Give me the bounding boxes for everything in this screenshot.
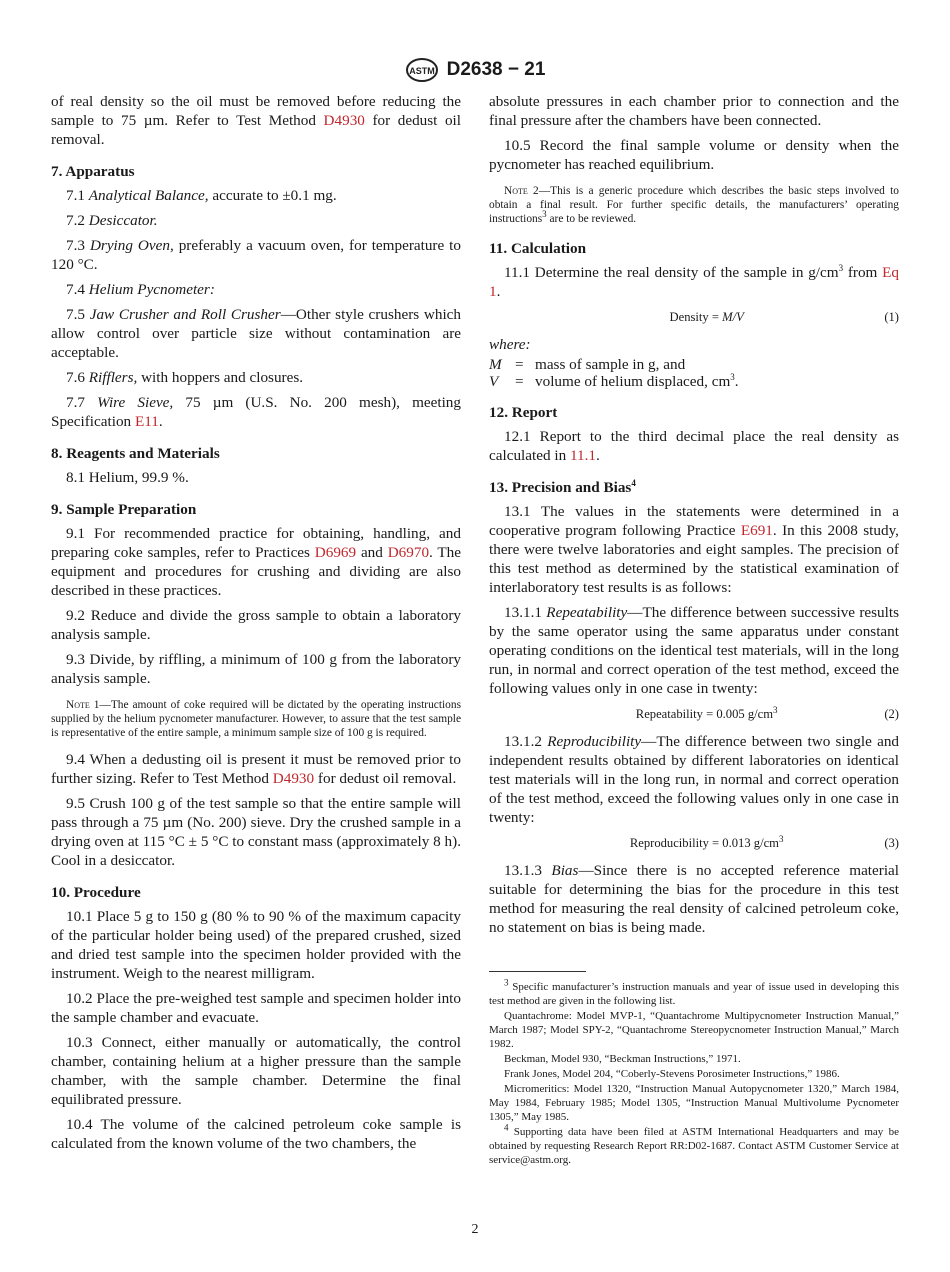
section-heading: 13. Precision and Bias$^4$	[489, 477, 636, 496]
paragraph: 9.5 Crush 100 g of the test sample so that the entire sample will pass through a 75 µm (No. 200) sieve. Dry the crushed sample in a drying oven at 115 °C ± 5 °C to constant mass (approximately 8 h). Cool in a desiccator.	[51, 795, 461, 869]
paragraph: 10.3 Connect, either manually or automatically, the control chamber, containing helium at a higher pressure than the sample chamber, with the sample chamber. Determine the final equilibrated pressure.	[51, 1034, 461, 1108]
paragraph: 7.1 Analytical Balance, accurate to ±0.1 mg.	[66, 187, 337, 204]
paragraph: 7.3 Drying Oven, preferably a vacuum oven, for temperature to 120 °C.	[51, 237, 461, 273]
section-heading: 12. Report	[489, 404, 558, 421]
page-header	[0, 56, 950, 84]
note-1: Note 1—The amount of coke required will be dictated by the operating instructions supplied by the helium pycnometer manufacturer. However, to assure that the test sample is representative of the entire sample, a minimum sample size of 100 g is required.	[51, 699, 461, 739]
link-eq1[interactable]: Eq 1	[489, 264, 900, 300]
equation-number: (2)	[884, 706, 899, 721]
paragraph: 7.2 Desiccator.	[66, 212, 158, 229]
paragraph: 10.2 Place the pre-weighed test sample and specimen holder into the sample chamber and evacuate.	[51, 990, 461, 1026]
paragraph: 10.1 Place 5 g to 150 g (80 % to 90 % of the maximum capacity of the particular holder being used) of the prepared crushed, sized and dried test sample into the specimen holder provided with the instrument. Weigh to the nearest milligram.	[51, 908, 461, 982]
right-column	[489, 92, 899, 1168]
link-d6970[interactable]: D6970	[387, 544, 430, 561]
paragraph: 13.1.1 Repeatability—The difference between successive results by the same operator using the same apparatus under constant operating conditions on the identical test materials, will in the long run, in normal and correct operation of the test method, exceed the following values only in one case in twenty:	[489, 604, 900, 697]
paragraph: 12.1 Report to the third decimal place the real density as calculated in 11.1.	[489, 428, 899, 464]
paragraph: 10.5 Record the final sample volume or density when the pycnometer has reached equilibrium.	[489, 137, 899, 173]
link-e11[interactable]: E11	[134, 413, 159, 430]
equation-number: (1)	[884, 309, 899, 324]
paragraph: 7.5 Jaw Crusher and Roll Crusher—Other style crushers which allow control over particle size without contamination are acceptable.	[51, 306, 461, 361]
paragraph: of real density so the oil must be removed before reducing the sample to 75 µm. Refer to Test Method D4930 for dedust oil removal.	[51, 93, 461, 148]
equation-number: (3)	[884, 835, 899, 850]
footnote-3: $^3$ Specific manufacturer’s instruction manuals and year of issue used in developing this test method are given in the following list.	[489, 977, 899, 1007]
astm-logo-icon	[405, 57, 439, 83]
equation-3: Reproducibility = 0.013 $g/cm^3$ (3)	[489, 833, 899, 853]
footnote-4: $^4$ Supporting data have been filed at ASTM International Headquarters and may be obtained by requesting Research Report RR:D02-1687. Contact ASTM Customer Service at service@astm.org.	[489, 1122, 899, 1166]
section-heading: 11. Calculation	[489, 240, 587, 257]
footnote-divider	[489, 971, 586, 972]
footnote-line: Frank Jones, Model 204, “Coberly-Stevens Porosimeter Instructions,” 1986.	[504, 1068, 840, 1080]
document-id: D2638 − 21	[446, 59, 546, 80]
equation-2: Repeatability = 0.005 $g/cm^3$ (2)	[489, 704, 899, 724]
link-e691[interactable]: E691	[740, 522, 773, 539]
paragraph: 13.1.3 Bias—Since there is no accepted reference material suitable for determining the bias for the procedure in this test method for measuring the real density of calcined petroleum coke, no statement on bias is being made.	[489, 862, 900, 936]
paragraph: 13.1.2 Reproducibility—The difference between two single and independent results obtained by different laboratories on identical test materials will in the long run, in normal and correct operation of the test method, exceed the following values only in one case in twenty:	[489, 733, 900, 826]
paragraph: 7.6 Rifflers, with hoppers and closures.	[66, 369, 304, 386]
definition-v: V = volume of helium displaced, $cm^3$.	[489, 371, 739, 390]
paragraph: absolute pressures in each chamber prior to connection and the final pressure after the chambers have been connected.	[489, 93, 899, 129]
paragraph: 11.1 Determine the real density of the sample in $g/cm^3$ from Eq 1.	[489, 262, 900, 300]
link-d6969[interactable]: D6969	[314, 544, 357, 561]
section-heading: 8. Reagents and Materials	[51, 445, 220, 462]
section-heading: 10. Procedure	[51, 884, 141, 901]
where-label: where:	[489, 336, 531, 353]
footnote-line: Quantachrome: Model MVP-1, “Quantachrome Multipycnometer Instruction Manual,” March 1987; Model SPY-2, “Quantachrome Stereopycnometer Instruction Manual,” March 1982.	[489, 1010, 899, 1050]
link-d4930[interactable]: D4930	[272, 770, 315, 787]
paragraph: 8.1 Helium, 99.9 %.	[66, 469, 189, 486]
left-column	[51, 92, 461, 1159]
paragraph: 9.4 When a dedusting oil is present it must be removed prior to further sizing. Refer to Test Method D4930 for dedust oil removal.	[51, 751, 461, 787]
footnote-line: Beckman, Model 930, “Beckman Instructions,” 1971.	[504, 1053, 741, 1065]
footnote-line: Micromeritics: Model 1320, “Instruction Manual Autopycnometer 1320,” March 1984, May 1984, February 1985; Model 1305, “Instruction Manual Multivolume Pycnometer 1305,” May 1985.	[489, 1083, 899, 1123]
paragraph: 7.7 Wire Sieve, 75 µm (U.S. No. 200 mesh), meeting Specification E11.	[51, 394, 461, 430]
paragraph: 7.4 Helium Pycnometer:	[66, 281, 215, 298]
section-heading: 7. Apparatus	[51, 163, 135, 180]
paragraph: 9.1 For recommended practice for obtaining, handling, and preparing coke samples, refer to Practices D6969 and D6970. The equipment and procedures for crushing and dividing are also described in these practices.	[51, 525, 461, 599]
paragraph: 9.2 Reduce and divide the gross sample to obtain a laboratory analysis sample.	[51, 607, 461, 643]
svg-text:ASTM: ASTM	[408, 66, 435, 76]
definition-m: M = mass of sample in g, and	[489, 356, 686, 373]
equation-1: Density = M/V (1)	[489, 307, 899, 327]
paragraph: 9.3 Divide, by riffling, a minimum of 100 g from the laboratory analysis sample.	[51, 651, 461, 687]
page-number: 2	[471, 1222, 479, 1237]
link-d4930[interactable]: D4930	[323, 112, 365, 129]
note-2: Note 2—This is a generic procedure which describes the basic steps involved to obtain a final result. For further specific details, the manufacturers’ operating instructions$^3$ are to be reviewed.	[489, 185, 899, 225]
section-heading: 9. Sample Preparation	[51, 501, 197, 518]
paragraph: 13.1 The values in the statements were determined in a cooperative program following Practice E691. In this 2008 study, there were twelve laboratories and eight samples. The precision of this test method as determined by the statistical examination of interlaboratory test results is as follows:	[489, 503, 899, 596]
paragraph: 10.4 The volume of the calcined petroleum coke sample is calculated from the known volume of the two chambers, the	[51, 1116, 461, 1152]
link-11-1[interactable]: 11.1	[569, 447, 596, 464]
